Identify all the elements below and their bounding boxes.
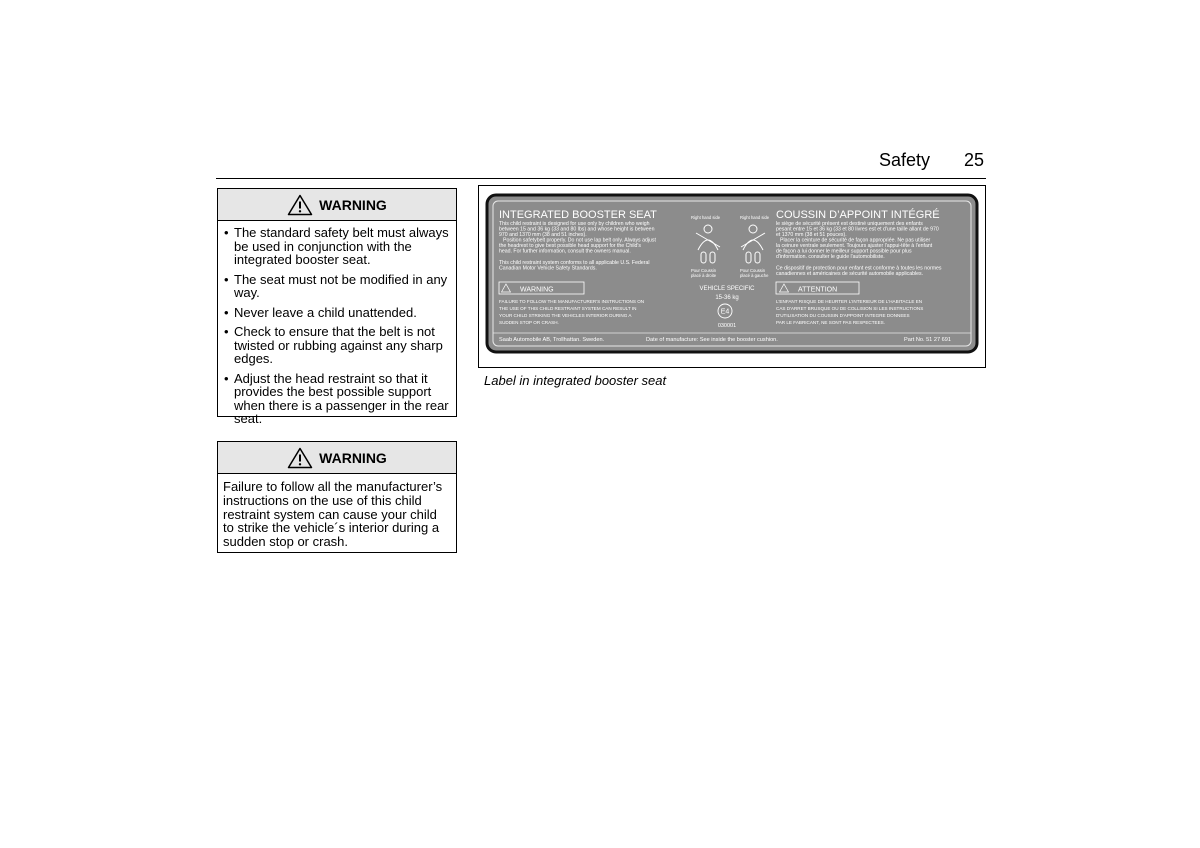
label-attention-word: ATTENTION [798, 286, 838, 294]
page-header [216, 150, 986, 179]
label-warning-line: FAILURE TO FOLLOW THE MANUFACTURER'S INSTRUCTIONS ON [499, 299, 645, 304]
label-fr-line: de façon a lui donner le meilleur support possible pour plus [776, 248, 912, 255]
label-figure [478, 185, 986, 368]
list-item: • Check to ensure that the belt is not twisted or rubbing against any sharp edges. [224, 325, 450, 366]
label-attention-line: L'ENFANT RISQUE DE HEURTER L'INTERIEUR DE L'HABITACLE EN [776, 299, 923, 304]
label-warning-word: WARNING [520, 286, 554, 294]
label-en-line: This child restraint system conforms to all applicable U.S. Federal [499, 260, 650, 266]
figure-caption: Label in integrated booster seat [484, 373, 667, 388]
list-item: • Never leave a child unattended. [224, 306, 450, 320]
right-hand-side-label: Right hand side [740, 215, 770, 220]
warning-text: Failure to follow all the manufacturer’s instructions on the use of this child restraint system can cause your child to strike the vehicle´s interior during a sudden stop or crash. [223, 479, 443, 550]
warning-header [218, 442, 456, 474]
label-en-line: head. For further information, consult the owners manual. [499, 248, 631, 255]
warning-list [218, 221, 456, 430]
label-fr-line: pesant entre 15 et 36 kg (33 et 80 livres est et d'une taille allant de 970 [776, 226, 939, 233]
label-en-line: Canadian Motor Vehicle Safety Standards. [499, 265, 597, 272]
label-footer-date: Date of manufacture: See inside the booster cushion. [646, 337, 778, 343]
list-item: • The standard safety belt must always be used in conjunction with the integrated booster seat. [224, 226, 450, 267]
pour-coussin-label: Pour Coussin [740, 268, 766, 273]
label-en-line: This child restraint is designed for use only by children who weigh [499, 221, 650, 227]
label-attention-line: D'UTILISATION DU COUSSIN D'APPOINT INTEGRE DONNEES [776, 313, 910, 318]
label-en-line: 970 and 1370 mm (38 and 51 inches). [499, 232, 587, 238]
label-fr-line: Ce dispositif de protection pour enfant est conforme à toutes les normes [776, 265, 942, 272]
approval-mark-text: E4 [720, 308, 730, 316]
label-fr-line: la ceinure ventrale seulement. Toujours ajuster l'appui-tête à l'enfant [776, 243, 933, 249]
vehicle-specific-text: VEHICLE SPECIFIC [699, 286, 755, 292]
warning-header [218, 189, 456, 221]
label-title-fr: COUSSIN D’APPOINT INTÉGRÉ [776, 209, 940, 221]
warning-title: WARNING [319, 196, 387, 213]
weight-range-text: 15-36 kg [715, 295, 739, 301]
warning-title: WARNING [319, 449, 387, 466]
warning-triangle-icon [287, 447, 313, 469]
page-number: 25 [963, 150, 984, 170]
label-warning-line: YOUR CHILD STRIKING THE VEHICLES INTERIOR DURING A [499, 313, 632, 318]
approval-number-text: 030001 [717, 323, 737, 329]
warning-box-2 [217, 441, 457, 553]
warning-triangle-icon [287, 194, 313, 216]
section-title: Safety [878, 150, 930, 170]
label-fr-line: d'information. consulter le guide l'automobiliste. [776, 254, 885, 260]
place-droite-label: placé à droite [691, 273, 717, 278]
label-warning-line: THE USE OF THIS CHILD RESTRAINT SYSTEM CAN RESULT IN [499, 306, 637, 311]
pour-coussin-label: Pour Coussin [691, 268, 717, 273]
booster-seat-label-image [479, 186, 985, 367]
list-item: • The seat must not be modified in any way. [224, 273, 450, 300]
label-footer-maker: Saab Automobile AB, Trollhattan. Sweden. [499, 337, 605, 343]
label-attention-line: PAR LE FABRICANT, NE SONT PAS RESPECTEES. [776, 320, 886, 325]
label-en-line: between 15 and 36 kg (33 and 80 lbs) and whose height is between [499, 226, 655, 233]
right-hand-side-label: Right hand side [691, 215, 721, 220]
label-fr-line: et 1370 mm (38 et 51 pouces). [776, 232, 847, 238]
warning-box-1 [217, 188, 457, 426]
label-en-line: the headrest to give best possible head support for the Child's [499, 243, 642, 249]
label-en-line: Position safetybelt properly. Do not use lap belt only. Always adjust [503, 237, 656, 244]
label-attention-line: CAS D'ARRET BRUSQUE OU DE COLLISION SI LES INSTRUCTIONS [776, 306, 924, 311]
label-warning-line: SUDDEN STOP OR CRASH. [499, 320, 559, 325]
label-title-en: INTEGRATED BOOSTER SEAT [499, 209, 657, 221]
label-fr-line: canadiennes et américaines de sécurité automobile applicables. [776, 271, 924, 277]
label-footer-part: Part No. 51 27 691 [904, 337, 951, 343]
list-item: • Adjust the head restraint so that it provides the best possible support when there is a passenger in the rear seat. [224, 372, 450, 426]
label-fr-line: Placer la ceinture de sécurité de façon appropriée. Ne pas utiliser [780, 237, 931, 244]
label-fr-line: le siège de sécurité présent est destiné uniquement des enfants [776, 221, 923, 227]
place-gauche-label: placé à gauche [740, 273, 769, 278]
